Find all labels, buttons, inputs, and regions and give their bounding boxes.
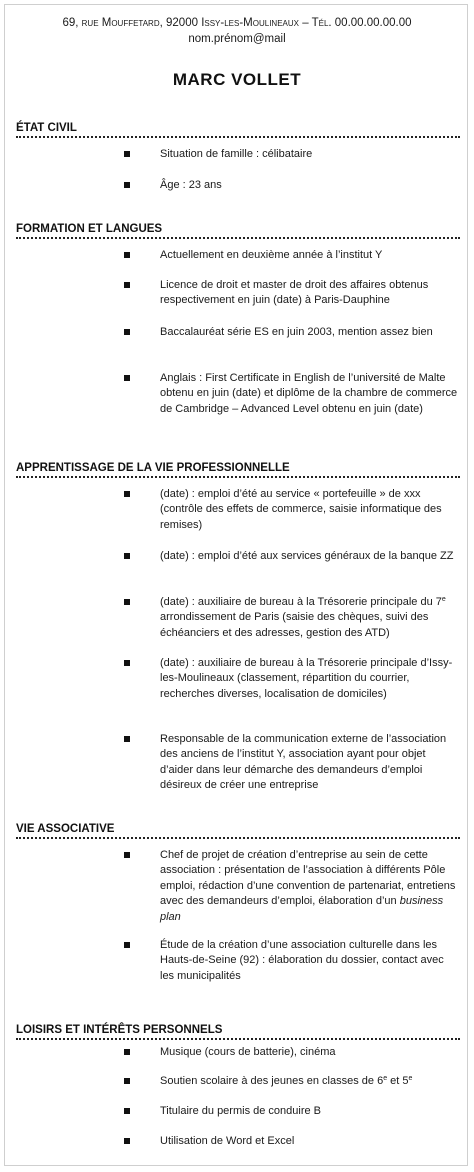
bullet-icon xyxy=(124,491,130,497)
section-title-loisirs: LOISIRS ET INTÉRÊTS PERSONNELS xyxy=(16,1023,460,1040)
bullet-icon xyxy=(124,1108,130,1114)
list-item: Licence de droit et master de droit des affaires obtenus respectivement en juin (date) à Paris-Dauphine xyxy=(124,278,464,309)
bullet-icon xyxy=(124,329,130,335)
list-item: Musique (cours de batterie), cinéma xyxy=(124,1045,464,1060)
list-item: (date) : auxiliaire de bureau à la Trésorerie principale d’Issy-les-Moulineaux (classement, répartition du courrier, recherches diverses, localisation de domiciles) xyxy=(124,656,464,702)
bullet-icon xyxy=(124,736,130,742)
list-item: Anglais : First Certificate in English de l’université de Malte obtenu en juin (date) et diplôme de la chambre de commerce de Cambridge – Advanced Level obtenu en juin (date) xyxy=(124,371,464,417)
bullet-icon xyxy=(124,1049,130,1055)
bullet-icon xyxy=(124,942,130,948)
address-number: 69, xyxy=(62,17,82,29)
bullet-icon xyxy=(124,599,130,605)
contact-email: nom.prénom@mail xyxy=(188,33,286,45)
bullet-icon xyxy=(124,553,130,559)
list-item: (date) : emploi d’été aux services généraux de la banque ZZ xyxy=(124,549,464,564)
list-item: Soutien scolaire à des jeunes en classes de 6e et 5e xyxy=(124,1074,464,1089)
list-item: Actuellement en deuxième année à l’institut Y xyxy=(124,248,464,263)
bullet-icon xyxy=(124,375,130,381)
bullet-icon xyxy=(124,182,130,188)
bullet-icon xyxy=(124,151,130,157)
contact-address-line xyxy=(0,16,474,30)
bullet-icon xyxy=(124,1078,130,1084)
list-item: Utilisation de Word et Excel xyxy=(124,1134,464,1149)
address-city: , 92000 Issy-les-Moulineaux xyxy=(159,17,299,29)
address-street: rue Mouffetard xyxy=(81,17,160,29)
list-item: (date) : auxiliaire de bureau à la Trésorerie principale du 7e arrondissement de Paris (saisie des chèques, suivi des échéanciers et des adresses, gestion des ATD) xyxy=(124,595,464,641)
list-item: Étude de la création d’une association culturelle dans les Hauts-de-Seine (92) : élaboration du dossier, contact avec les municipalités xyxy=(124,938,464,984)
list-item: (date) : emploi d’été au service « portefeuille » de xxx (contrôle des effets de commerce, saisie informatique des remises) xyxy=(124,487,464,533)
section-title-etat-civil: ÉTAT CIVIL xyxy=(16,121,460,138)
bullet-icon xyxy=(124,852,130,858)
section-title-vie-associative: VIE ASSOCIATIVE xyxy=(16,822,460,839)
candidate-name: MARC VOLLET xyxy=(172,70,302,89)
bullet-icon xyxy=(124,282,130,288)
list-item: Responsable de la communication externe de l’association des anciens de l’institut Y, association ayant pour objet d’aider dans leur démarche des demandeurs d’emploi désireux de créer une entreprise xyxy=(124,732,464,794)
list-item: Âge : 23 ans xyxy=(124,178,464,193)
section-title-formation: FORMATION ET LANGUES xyxy=(16,222,460,239)
list-item: Chef de projet de création d’entreprise au sein de cette association : présentation de l’association à différents Pôle emploi, rédaction d’une convention de partenariat, entretiens avec des demandeurs d’emploi, élaboration d’un business plan xyxy=(124,848,464,925)
bullet-icon xyxy=(124,1138,130,1144)
list-item: Titulaire du permis de conduire B xyxy=(124,1104,464,1119)
list-item: Situation de famille : célibataire xyxy=(124,147,464,162)
bullet-icon xyxy=(124,660,130,666)
bullet-icon xyxy=(124,252,130,258)
phone: – Tél. 00.00.00.00.00 xyxy=(299,17,412,29)
list-item: Baccalauréat série ES en juin 2003, mention assez bien xyxy=(124,325,464,340)
section-title-apprentissage: APPRENTISSAGE DE LA VIE PROFESSIONNELLE xyxy=(16,461,460,478)
